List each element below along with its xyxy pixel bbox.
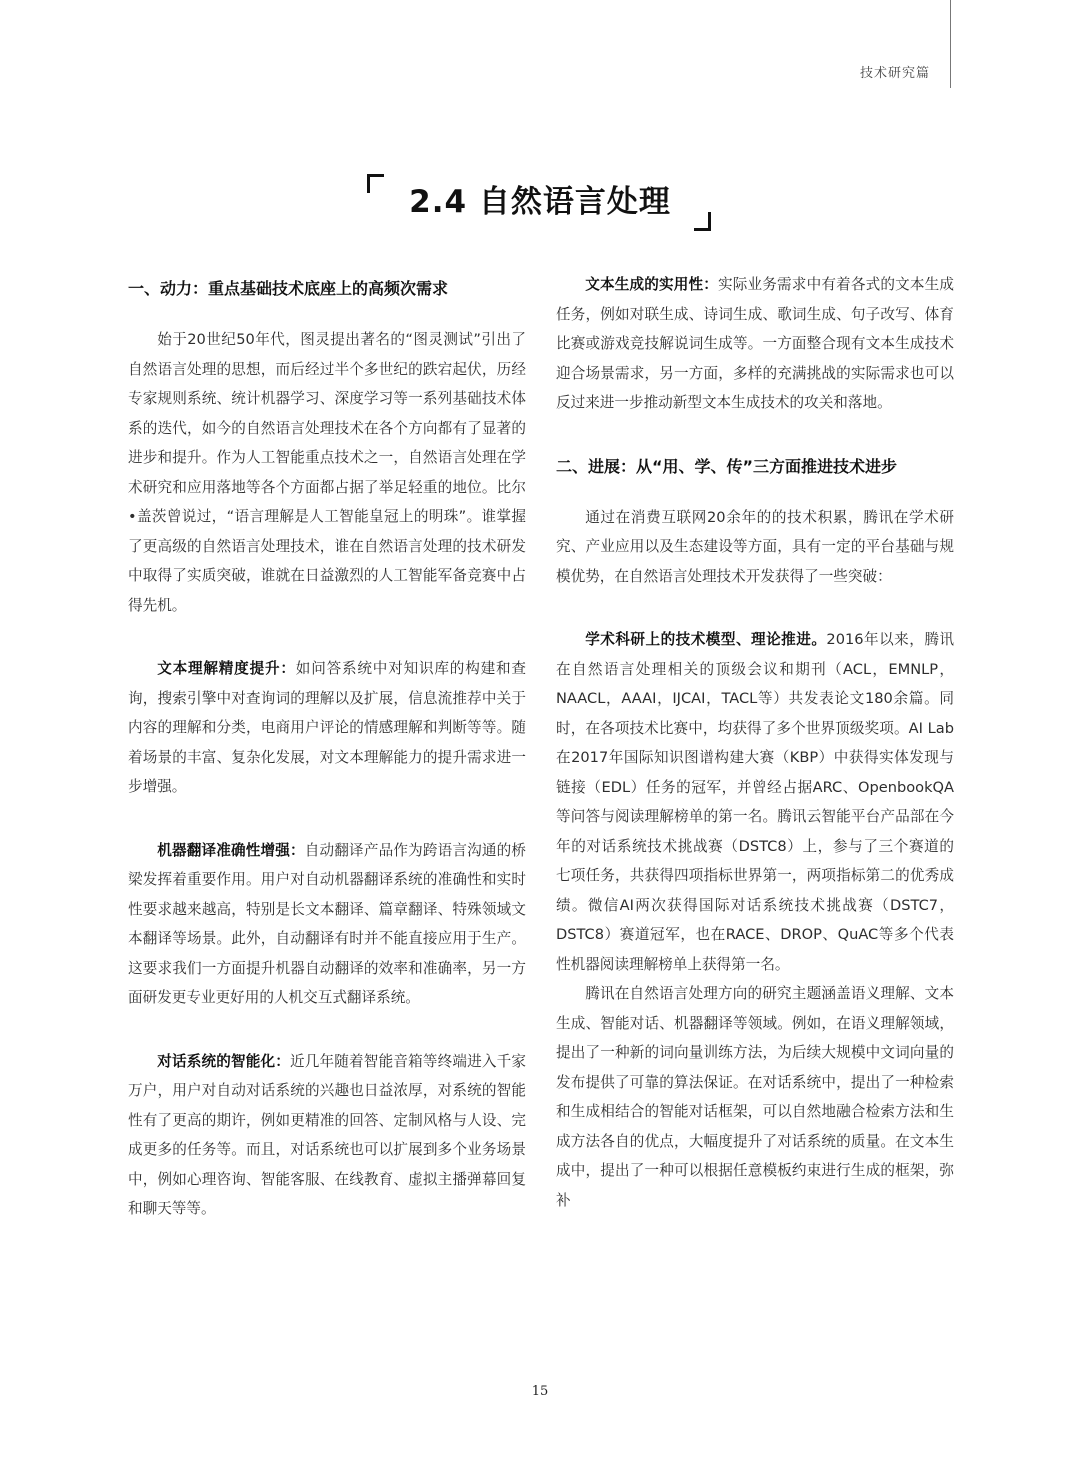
paragraph-lead: 文本理解精度提升： [157, 660, 296, 677]
section-heading-motivation: 一、动力：重点基础技术底座上的高频次需求 [128, 279, 449, 298]
paragraph-machine-translation [128, 836, 526, 1013]
intro-paragraph: 始于20世纪50年代，图灵提出著名的“图灵测试”引出了自然语言处理的思想，而后经过半个多世纪的跌宕起伏，历经专家规则系统、统计机器学习、深度学习等一系列基础技术体系的迭代，如今的自然语言处理技术在各个方向都有了显著的进步和提升。作为人工智能重点技术之一，自然语言处理在学术研究和应用落地等各个方面都占据了举足轻重的地位。比尔•盖茨曾说过，“语言理解是人工智能皇冠上的明珠”。谁掌握了更高级的自然语言处理技术，谁在自然语言处理的技术研发中取得了实质突破，谁就在日益激烈的人工智能军备竞赛中占得先机。 [128, 331, 526, 614]
paragraph-text-generation [556, 270, 954, 418]
section-heading-progress: 二、进展：从“用、学、传”三方面推进技术进步 [556, 456, 898, 476]
paragraph-text-understanding [128, 654, 526, 802]
paragraph-dialogue-system [128, 1047, 526, 1224]
paragraph-body: 自动翻译产品作为跨语言沟通的桥梁发挥着重要作用。用户对自动机器翻译系统的准确性和实时性要求越来越高，特别是长文本翻译、篇章翻译、特殊领域文本翻译等场景。此外，自动翻译有时并不能直接应用于生产。这要求我们一方面提升机器自动翻译的效率和准确率，另一方面研发更专业更好用的人机交互式翻译系统。 [128, 841, 526, 1006]
paragraph-body: 2016年以来，腾讯在自然语言处理相关的顶级会议和期刊（ACL，EMNLP，NAACL，AAAI，IJCAI，TACL等）共发表论文180余篇。同时，在各项技术比赛中，均获得了多个世界顶级奖项。AI Lab在2017年国际知识图谱构建大赛（KBP）中获得实体发现与链接（EDL）任务的冠军，并曾经占据ARC、OpenbookQA等问答与阅读理解榜单的第一名。腾讯云智能平台产品部在今年的对话系统技术挑战赛（DSTC8）上，参与了三个赛道的七项任务，共获得四项指标世界第一，两项指标第二的优秀成绩。微信AI两次获得国际对话系统技术挑战赛（DSTC7，DSTC8）赛道冠军，也在RACE、DROP、QuAC等多个代表性机器阅读理解榜单上获得第一名。 [556, 631, 954, 973]
paragraph-body: 实际业务需求中有着各式的文本生成任务，例如对联生成、诗词生成、歌词生成、句子改写、体育比赛或游戏竞技解说词生成等。一方面整合现有文本生成技术迎合场景需求，另一方面，多样的充满挑战的实际需求也可以反过来进一步推动新型文本生成技术的攻关和落地。 [556, 276, 954, 411]
paragraph-research-topics: 腾讯在自然语言处理方向的研究主题涵盖语义理解、文本生成、智能对话、机器翻译等领域。例如，在语义理解领域，提出了一种新的词向量训练方法，为后续大规模中文词向量的发布提供了可靠的算法保证。在对话系统中，提出了一种检索和生成相结合的智能对话框架，可以自然地融合检索方法和生成方法各自的优点，大幅度提升了对话系统的质量。在文本生成中，提出了一种可以根据任意模板约束进行生成的框架，弥补 [556, 985, 954, 1209]
header-divider [950, 0, 951, 88]
page-title: 2.4 自然语言处理 [409, 184, 671, 220]
paragraph-lead: 机器翻译准确性增强： [157, 841, 305, 859]
corner-bracket-close-icon [694, 212, 711, 231]
paragraph-body: 近几年随着智能音箱等终端进入千家万户，用户对自动对话系统的兴趣也日益浓厚，对系统的智能性有了更高的期许，例如更精准的回答、定制风格与人设、完成更多的任务等。而且，对话系统也可以扩展到多个业务场景中，例如心理咨询、智能客服、在线教育、虚拟主播弹幕回复和聊天等等。 [128, 1052, 526, 1217]
paragraph-lead: 学术科研上的技术模型、理论推进。 [585, 631, 827, 648]
section-label: 技术研究篇 [859, 66, 930, 81]
progress-intro-paragraph: 通过在消费互联网20余年的的技术积累，腾讯在学术研究、产业应用以及生态建设等方面，具有一定的平台基础与规模优势，在自然语言处理技术开发获得了一些突破： [556, 508, 954, 585]
page-number: 15 [531, 1384, 549, 1399]
right-column [556, 270, 954, 1215]
paragraph-lead: 文本生成的实用性： [585, 276, 719, 293]
paragraph-academic-research [556, 625, 954, 979]
paragraph-body: 如问答系统中对知识库的构建和查询，搜索引擎中对查询词的理解以及扩展，信息流推荐中关于内容的理解和分类，电商用户评论的情感理解和判断等等。随着场景的丰富、复杂化发展，对文本理解能力的提升需求进一步增强。 [128, 660, 526, 795]
paragraph-lead: 对话系统的智能化： [157, 1052, 291, 1070]
left-column [128, 270, 526, 1224]
title-block [0, 160, 1080, 240]
